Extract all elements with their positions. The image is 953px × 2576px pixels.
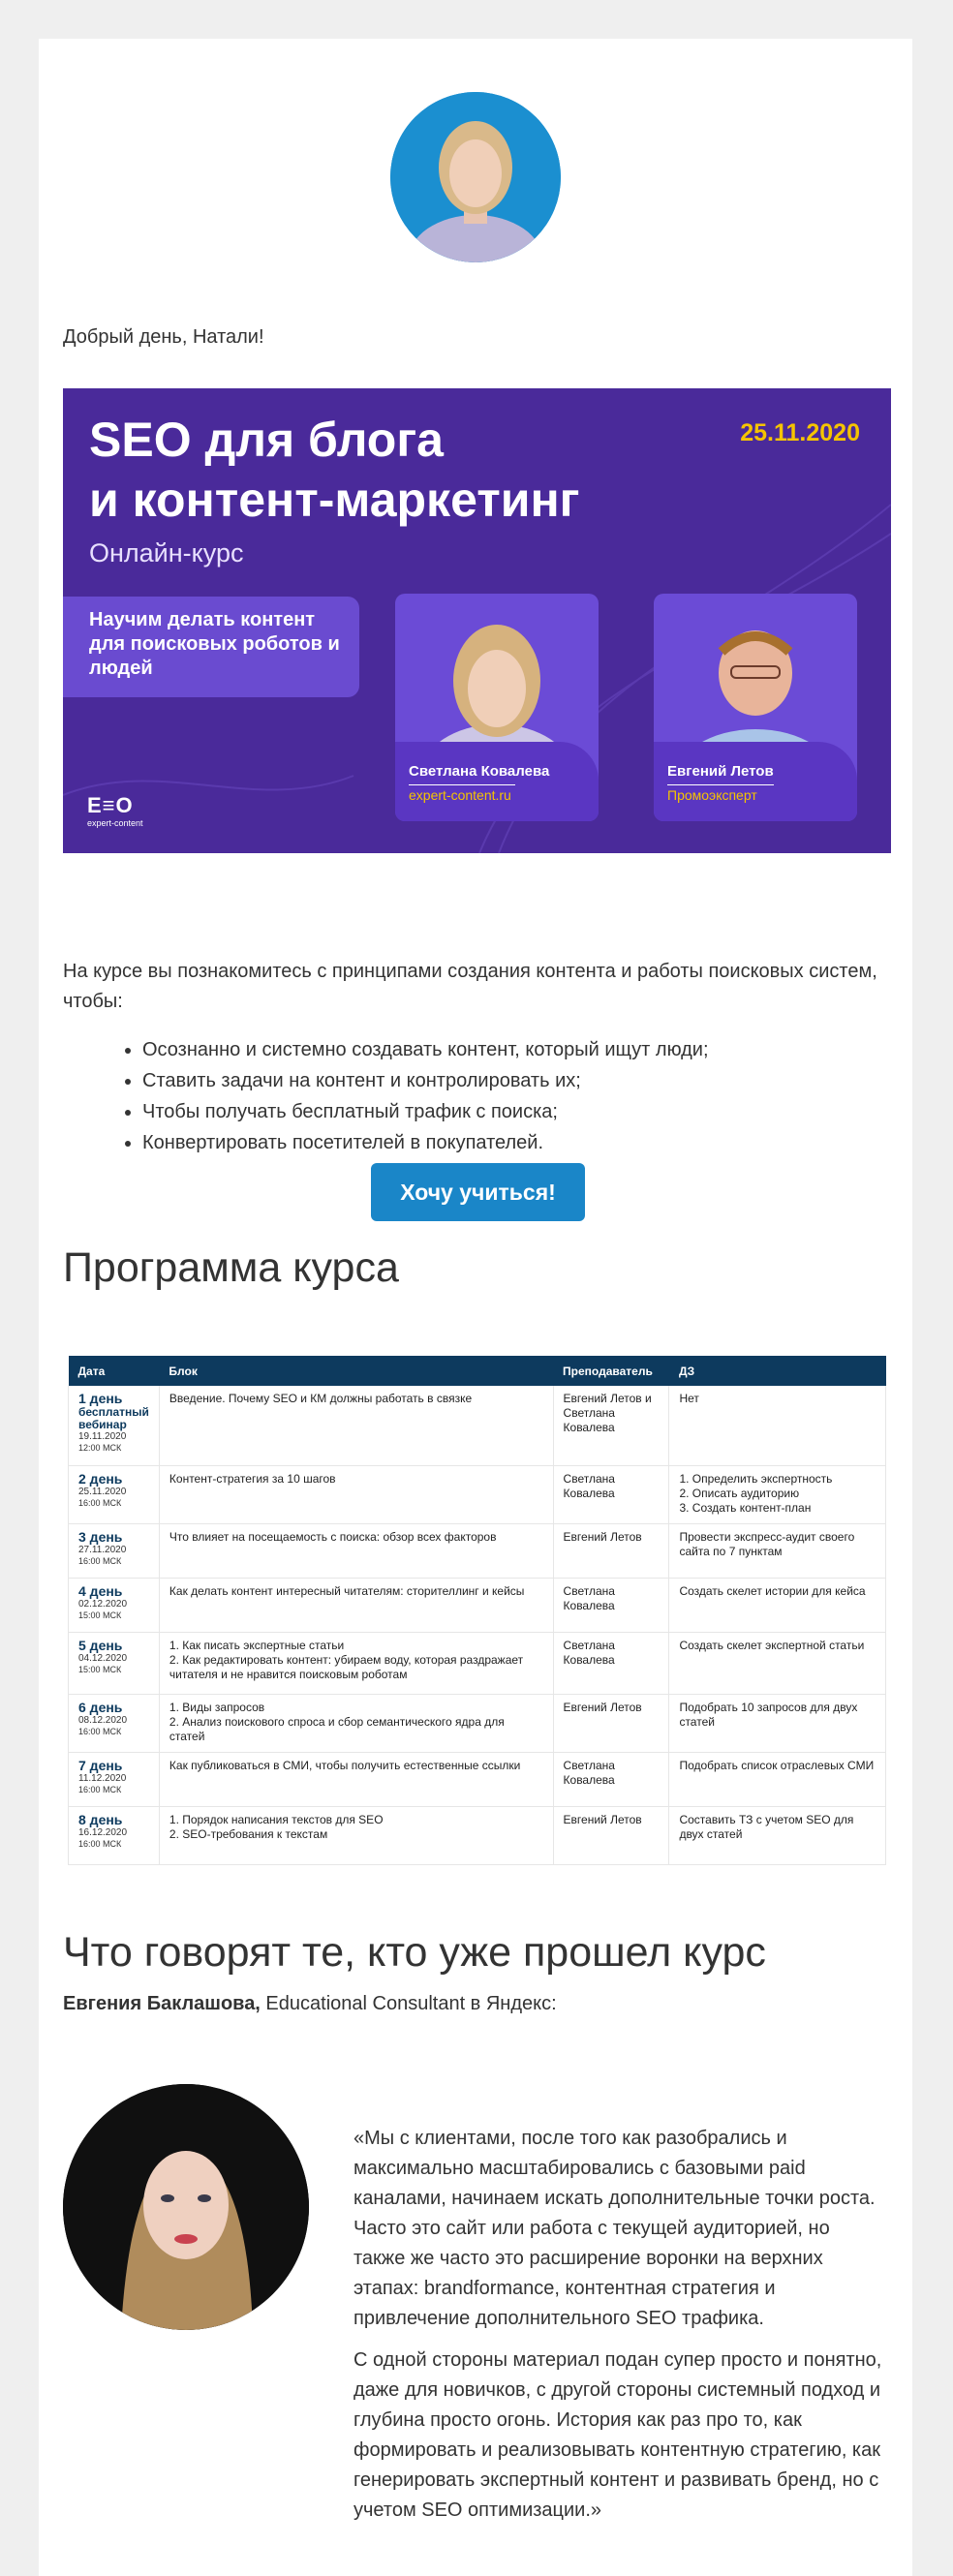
list-item: 2. Анализ поискового спроса и сбор семантического ядра для статей (169, 1714, 505, 1743)
list-item: 2. Описать аудиторию (679, 1486, 800, 1500)
block-cell (159, 1806, 553, 1864)
block-cell (159, 1578, 553, 1632)
homework-cell (669, 1632, 886, 1694)
time-text: 15:00 МСК (78, 1610, 122, 1620)
date-cell (69, 1578, 160, 1632)
list-item: • Чтобы получать бесплатный трафик с поиска; (142, 1096, 709, 1127)
block-cell (159, 1523, 553, 1578)
teacher-cell: Евгений Летов (553, 1523, 669, 1578)
list-item: Введение. Почему SEO и КМ должны работать в связке (169, 1392, 473, 1405)
date-text: 27.11.2020 (78, 1544, 127, 1555)
speaker-plate (395, 742, 599, 821)
list-item: Как делать контент интересный читателям: сторителлинг и кейсы (169, 1583, 525, 1598)
table-row (69, 1578, 886, 1632)
list-item: Нет (679, 1392, 699, 1405)
table-row (69, 1632, 886, 1694)
course-banner[interactable] (63, 388, 891, 853)
time-text: 16:00 МСК (78, 1555, 122, 1566)
date-text: 25.11.2020 (78, 1486, 127, 1497)
speaker-card-kovaleva (395, 594, 599, 821)
divider (667, 784, 774, 785)
reviewer-line: Евгения Баклашова, Educational Consultant в Яндекс: (63, 1993, 557, 2014)
day-label: 1 день (78, 1391, 123, 1406)
teacher-cell: Светлана Ковалева (553, 1752, 669, 1806)
speaker-name: Евгений Летов (667, 763, 774, 780)
time-text: 16:00 МСК (78, 1784, 122, 1794)
date-cell (69, 1465, 160, 1523)
list-item: Создать скелет истории для кейса (679, 1583, 866, 1598)
day-label: 5 день (78, 1637, 123, 1653)
list-item: Что влияет на посещаемость с поиска: обзор всех факторов (169, 1529, 497, 1544)
program-heading: Программа курса (63, 1244, 399, 1291)
date-cell (69, 1752, 160, 1806)
portrait-image (390, 92, 561, 262)
date-cell (69, 1806, 160, 1864)
speaker-org: Промоэксперт (667, 787, 757, 803)
date-text: 16.12.2020 (78, 1826, 128, 1838)
goals-list (142, 1034, 709, 1158)
teacher-cell: Евгений Летов (553, 1694, 669, 1752)
list-item: 1. Порядок написания текстов для SEO (169, 1812, 384, 1826)
table-row (69, 1694, 886, 1752)
list-item: 2. SEO-требования к текстам (169, 1826, 328, 1841)
banner-pitch: Научим делать контент для поисковых роботов и людей (63, 597, 359, 697)
list-item: Подобрать 10 запросов для двух статей (679, 1700, 858, 1729)
table-row (69, 1523, 886, 1578)
avatar (63, 2084, 309, 2330)
quote-paragraph: «Мы с клиентами, после того как разобрались и максимально масштабировались с базовыми paid каналами, начинаем искать дополнительные точки роста. Часто это сайт или работа с текущей аудиторией, но также же часто это расширение воронки на верхних этапах: brandformance, контентная стратегия и привлечение дополнительного SEO трафика. (354, 2128, 876, 2329)
day-label: 7 день (78, 1757, 123, 1773)
homework-cell (669, 1752, 886, 1806)
banner-date: 25.11.2020 (740, 419, 860, 446)
list-item: Составить ТЗ с учетом SEO для двух статей (679, 1812, 854, 1841)
greeting-text: Добрый день, Натали! (63, 326, 264, 348)
email-card (39, 39, 912, 2576)
date-text: 02.12.2020 (78, 1598, 128, 1610)
review-quote (354, 2124, 886, 2537)
day-label: 3 день (78, 1528, 123, 1545)
list-item: • Осознанно и системно создавать контент, который ищут люди; (142, 1034, 709, 1065)
homework-cell (669, 1806, 886, 1864)
list-item: 1. Виды запросов (169, 1700, 265, 1714)
table-row (69, 1806, 886, 1864)
day-label: 6 день (78, 1699, 123, 1715)
time-text: 16:00 МСК (78, 1497, 122, 1508)
avatar (390, 92, 561, 262)
banner-subtitle: Онлайн-курс (89, 538, 244, 567)
list-item: Как публиковаться в СМИ, чтобы получить естественные ссылки (169, 1758, 521, 1772)
list-item: 1. Как писать экспертные статьи (169, 1638, 345, 1652)
day-label: 8 день (78, 1811, 123, 1827)
list-item: Провести экспресс-аудит своего сайта по 7 пунктам (679, 1529, 855, 1558)
list-item: Подобрать список отраслевых СМИ (679, 1758, 875, 1772)
list-item: Контент-стратегия за 10 шагов (169, 1471, 336, 1486)
date-cell (69, 1632, 160, 1694)
homework-cell (669, 1578, 886, 1632)
speaker-card-letov (654, 594, 857, 821)
table-row (69, 1752, 886, 1806)
column-header: Преподаватель (553, 1356, 669, 1386)
column-header: Блок (159, 1356, 553, 1386)
quote-paragraph: С одной стороны материал подан супер просто и понятно, даже для новичков, с другой стороны системный подход и глубина просто огонь. История как раз про то, как формировать и реализовывать контентную стратегию, как генерировать экспертный контент и развивать бренд, но с учетом SEO оптимизации.» (354, 2349, 882, 2521)
block-cell (159, 1694, 553, 1752)
time-text: 16:00 МСК (78, 1838, 122, 1849)
time-text: 16:00 МСК (78, 1726, 122, 1736)
block-cell (159, 1752, 553, 1806)
enroll-button[interactable]: Хочу учиться! (371, 1163, 585, 1221)
date-cell (69, 1694, 160, 1752)
homework-cell (669, 1694, 886, 1752)
teacher-cell: Евгений Летов и Светлана Ковалева (553, 1386, 669, 1465)
column-header: Дата (69, 1356, 160, 1386)
teacher-cell: Светлана Ковалева (553, 1465, 669, 1523)
reviews-heading: Что говорят те, кто уже прошел курс (63, 1929, 766, 1976)
list-item: • Ставить задачи на контент и контролировать их; (142, 1065, 709, 1096)
time-text: 15:00 МСК (78, 1664, 122, 1674)
speaker-org: expert-content.ru (409, 787, 511, 803)
list-item: 1. Определить экспертность (679, 1471, 833, 1486)
date-text: 19.11.2020 (78, 1431, 127, 1442)
day-label: 2 день (78, 1470, 123, 1487)
list-item: Создать скелет экспертной статьи (679, 1638, 865, 1652)
block-cell (159, 1386, 553, 1465)
date-text: 11.12.2020 (78, 1772, 127, 1784)
column-header: ДЗ (669, 1356, 886, 1386)
speaker-plate (654, 742, 857, 821)
date-cell (69, 1386, 160, 1465)
list-item: • Конвертировать посетителей в покупателей. (142, 1127, 709, 1158)
divider (409, 784, 515, 785)
reviewer-photo (63, 2084, 309, 2330)
date-text: 04.12.2020 (78, 1652, 128, 1664)
table-row (69, 1465, 886, 1523)
date-cell (69, 1523, 160, 1578)
intro-text: На курсе вы познакомитесь с принципами создания контента и работы поисковых систем, чтобы: (63, 961, 877, 1012)
teacher-cell: Светлана Ковалева (553, 1578, 669, 1632)
homework-cell (669, 1386, 886, 1465)
list-item: 3. Создать контент-план (679, 1500, 812, 1515)
block-cell (159, 1632, 553, 1694)
day-label: 4 день (78, 1582, 123, 1599)
teacher-cell: Евгений Летов (553, 1806, 669, 1864)
time-text: 12:00 МСК (78, 1443, 122, 1453)
homework-cell (669, 1465, 886, 1523)
banner-title: SEO для блога и контент-маркетинг (89, 413, 580, 527)
table-row (69, 1386, 886, 1465)
date-text: 08.12.2020 (78, 1714, 128, 1726)
brand-logo: E≡O expert-content (87, 793, 143, 828)
homework-cell (669, 1523, 886, 1578)
teacher-cell: Светлана Ковалева (553, 1632, 669, 1694)
list-item: 2. Как редактировать контент: убираем воду, которая раздражает читателя и не нравится поисковым роботам (169, 1652, 524, 1681)
speaker-name: Светлана Ковалева (409, 763, 550, 780)
day-sub: бесплатный вебинар (78, 1405, 149, 1431)
block-cell (159, 1465, 553, 1523)
program-table (68, 1356, 886, 1865)
